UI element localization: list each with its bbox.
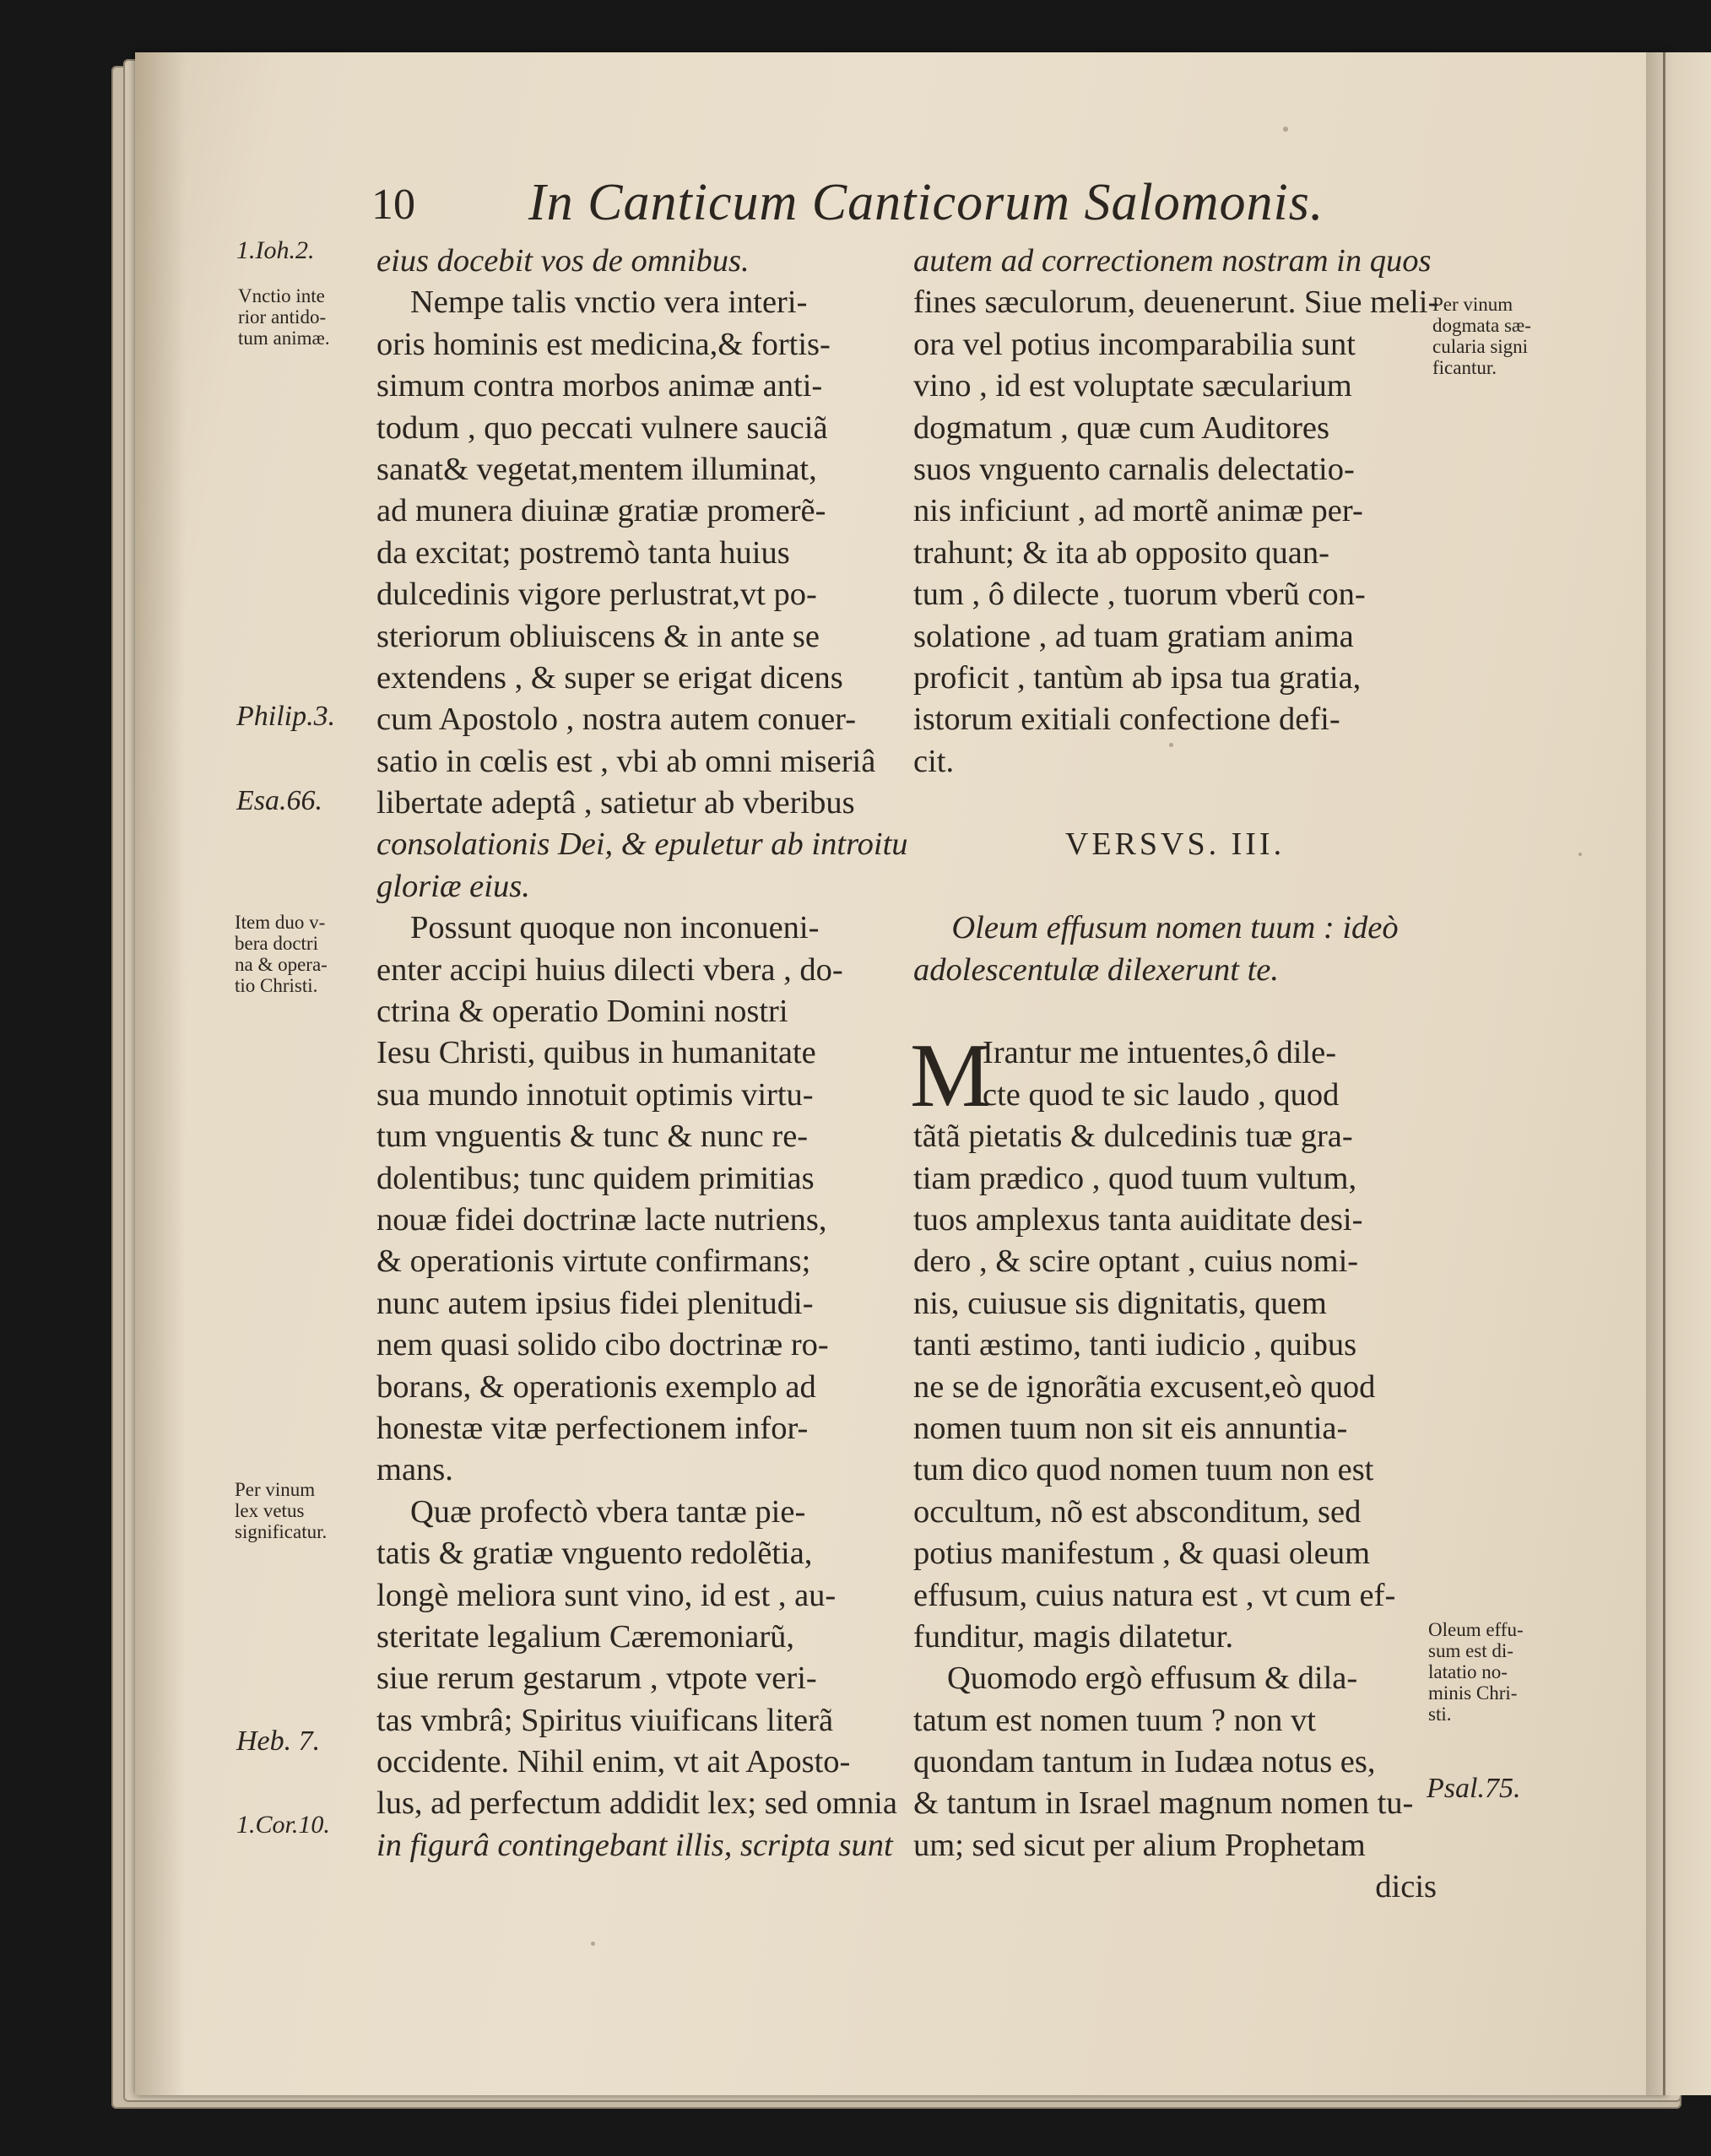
right-column-top-line: istorum exitiali confectione defi-	[913, 702, 1340, 738]
margin-ref-psal: Psal.75.	[1427, 1773, 1521, 1804]
left-column-line: steritate legalium Cæremoniarũ,	[376, 1618, 795, 1655]
margin-ref-esa: Esa.66.	[236, 785, 322, 816]
right-column-bottom-line: nomen tuum non sit eis annuntia-	[913, 1410, 1348, 1446]
page-number: 10	[371, 181, 415, 229]
left-column-line: & operationis virtute confirmans;	[376, 1243, 811, 1280]
right-column-top-line: nis inficiunt , ad mortẽ animæ per-	[913, 493, 1363, 529]
left-column-line: lus, ad perfectum addidit lex; sed omnia	[376, 1785, 897, 1822]
left-column-line: dulcedinis vigore perlustrat,vt po-	[376, 577, 817, 613]
right-column-bottom-line: ne se de ignorãtia excusent,eò quod	[913, 1368, 1376, 1405]
page-gutter-line	[1663, 52, 1665, 2095]
margin-note-item	[235, 912, 328, 996]
right-column-bottom-line: dero , & scire optant , cuius nomi-	[913, 1243, 1359, 1280]
margin-note-vinum-lex	[235, 1479, 327, 1542]
margin-note-oleum	[1428, 1619, 1524, 1725]
right-column-top-line: tum , ô dilecte , tuorum vberũ con-	[913, 577, 1366, 613]
margin-note-line: tio Christi.	[235, 975, 318, 996]
left-column-line: enter accipi huius dilecti vbera , do-	[376, 951, 843, 988]
margin-note-line: lex vetus	[235, 1500, 305, 1521]
right-column-top-line: solatione , ad tuam gratiam anima	[913, 618, 1354, 654]
verse-line-1: Oleum effusum nomen tuum : ideò	[951, 910, 1399, 946]
margin-note-line: minis Chri-	[1428, 1682, 1518, 1704]
right-column-bottom-line: quondam tantum in Iudæa notus es,	[913, 1744, 1376, 1780]
margin-note-line: ficantur.	[1432, 357, 1497, 378]
right-column-bottom-line: potius manifestum , & quasi oleum	[913, 1536, 1371, 1572]
right-column-top-line: autem ad correctionem nostram in quos	[913, 243, 1432, 279]
margin-ref-cor: 1.Cor.10.	[236, 1811, 330, 1839]
right-column-top-line: vino , id est voluptate sæcularium	[913, 368, 1352, 404]
left-column-line: Nempe talis vnctio vera interi-	[410, 284, 808, 321]
margin-note-line: dogmata sæ-	[1432, 315, 1531, 336]
left-column-line: tas vmbrâ; Spiritus viuificans literã	[376, 1702, 834, 1738]
dropcap-line-1: Irantur me intuentes,ô dile-	[983, 1035, 1337, 1071]
left-column-line: in figurâ contingebant illis, scripta sunt	[376, 1827, 893, 1863]
margin-note-line: sti.	[1428, 1704, 1452, 1725]
margin-note-line: cularia signi	[1432, 336, 1529, 357]
right-column-bottom-line: occultum, nõ est absconditum, sed	[913, 1493, 1362, 1530]
right-column-bottom-line: funditur, magis dilatetur.	[913, 1618, 1234, 1655]
left-column-line: Possunt quoque non inconueni-	[410, 910, 820, 946]
right-column-bottom-line: nis, cuiusue sis dignitatis, quem	[913, 1285, 1327, 1321]
page-header	[371, 173, 1401, 241]
margin-note-line: bera doctri	[235, 933, 318, 954]
right-text-column	[910, 241, 1439, 1909]
left-column-line: longè meliora sunt vino, id est , au-	[376, 1577, 837, 1613]
margin-note-line: Item duo v-	[235, 912, 326, 933]
paper-speck	[1578, 853, 1582, 856]
right-column-bottom-line: & tantum in Israel magnum nomen tu-	[913, 1785, 1414, 1822]
margin-note-line: Oleum effu-	[1428, 1619, 1524, 1640]
left-column-line: ctrina & operatio Domini nostri	[376, 994, 788, 1030]
left-column-line: sua mundo innotuit optimis virtu-	[376, 1076, 814, 1113]
left-column-line: libertate adeptâ , satietur ab vberibus	[376, 785, 855, 821]
margin-note-line: rior antido-	[238, 306, 327, 328]
next-page-edge	[1646, 52, 1711, 2095]
left-column-line: honestæ vitæ perfectionem infor-	[376, 1410, 809, 1446]
margin-ref-philip: Philip.3.	[236, 701, 336, 732]
margin-note-line: Per vinum	[235, 1479, 316, 1500]
dropcap-line-2: cte quod te sic laudo , quod	[983, 1076, 1340, 1113]
left-column-line: extendens , & super se erigat dicens	[376, 659, 843, 696]
running-title: In Canticum Canticorum Salomonis.	[528, 174, 1324, 231]
dropcap-letter: M	[910, 1026, 992, 1127]
paper-speck	[1169, 743, 1173, 747]
right-column-bottom-line: um; sed sicut per alium Prophetam	[913, 1827, 1366, 1863]
margin-note-line: latatio no-	[1428, 1661, 1508, 1682]
left-column-line: Iesu Christi, quibus in humanitate	[376, 1035, 816, 1071]
left-column-line: occidente. Nihil enim, vt ait Aposto-	[376, 1744, 851, 1780]
left-column-line: tatis & gratiæ vnguento redolẽtia,	[376, 1536, 813, 1572]
right-column-top-line: suos vnguento carnalis delectatio-	[913, 451, 1355, 487]
right-column-bottom-line: tãtã pietatis & dulcedinis tuæ gra-	[913, 1119, 1353, 1155]
left-column-line: da excitat; postremò tanta huius	[376, 534, 790, 571]
paper-speck	[1283, 127, 1288, 132]
spacer	[913, 866, 1437, 907]
left-column-line: ad munera diuinæ gratiæ promerẽ-	[376, 493, 826, 529]
paper-speck	[591, 1942, 595, 1946]
right-column-bottom-line: Quomodo ergò effusum & dila-	[947, 1660, 1358, 1697]
left-column-line: sanat& vegetat,mentem illuminat,	[376, 451, 817, 487]
margin-ref-heb: Heb. 7.	[236, 1725, 321, 1757]
right-column-bottom-line: effusum, cuius natura est , vt cum ef-	[913, 1577, 1396, 1613]
left-column-line: nouæ fidei doctrinæ lacte nutriens,	[376, 1201, 827, 1238]
left-column-line: steriorum obliuiscens & in ante se	[376, 618, 820, 654]
spacer	[913, 991, 1437, 1032]
right-column-bottom-line: tatum est nomen tuum ? non vt	[913, 1702, 1316, 1738]
right-column-bottom-line: tuos amplexus tanta auiditate desi-	[913, 1201, 1363, 1238]
right-column-top-line: cit.	[913, 743, 955, 779]
right-column-bottom-line: dicis	[1375, 1869, 1437, 1905]
left-column-line: satio in cœlis est , vbi ab omni miseriâ	[376, 743, 876, 779]
left-column-line: eius docebit vos de omnibus.	[376, 243, 750, 279]
left-column-line: mans.	[376, 1452, 453, 1488]
left-text-column	[376, 241, 908, 1866]
margin-note-line: tum animæ.	[238, 328, 330, 349]
right-column-bottom-line: tiam prædico , quod tuum vultum,	[913, 1160, 1357, 1196]
right-column-bottom	[913, 1116, 1437, 1908]
left-column-line: dolentibus; tunc quidem primitias	[376, 1160, 815, 1196]
left-column-line: borans, & operationis exemplo ad	[376, 1368, 816, 1405]
margin-note-line: Vnctio inte	[238, 285, 325, 306]
right-column-top-line: trahunt; & ita ab opposito quan-	[913, 534, 1329, 571]
left-column-line: oris hominis est medicina,& fortis-	[376, 326, 831, 362]
right-column-top-line: dogmatum , quæ cum Auditores	[913, 409, 1329, 446]
right-column-top	[913, 241, 1437, 783]
left-column-line: siue rerum gestarum , vtpote veri-	[376, 1660, 817, 1697]
dropcap-paragraph	[910, 1026, 1437, 1127]
spacer	[913, 783, 1437, 824]
left-column-line: cum Apostolo , nostra autem conuer-	[376, 702, 857, 738]
left-column-line: consolationis Dei, & epuletur ab introitu	[376, 826, 908, 863]
margin-note-line: na & opera-	[235, 954, 328, 975]
left-column-line: todum , quo peccati vulnere sauciã	[376, 409, 828, 446]
left-column-line: nunc autem ipsius fidei plenitudi-	[376, 1285, 814, 1321]
margin-note-line: significatur.	[235, 1521, 328, 1542]
margin-note-vnctio	[238, 285, 330, 349]
left-column-line: Quæ profectò vbera tantæ pie-	[410, 1493, 806, 1530]
right-column-bottom-line: tum dico quod nomen tuum non est	[913, 1452, 1374, 1488]
versus-heading: VERSVS. III.	[1064, 826, 1286, 863]
right-column-top-line: fines sæculorum, deuenerunt. Siue meli-	[913, 284, 1439, 321]
right-column-bottom-line: tanti æstimo, tanti iudicio , quibus	[913, 1327, 1357, 1363]
margin-note-vinum-dogmata	[1432, 294, 1531, 378]
left-column-line: gloriæ eius.	[376, 868, 530, 904]
margin-ref-ioh: 1.Ioh.2.	[236, 236, 315, 264]
left-column-line: nem quasi solido cibo doctrinæ ro-	[376, 1327, 829, 1363]
right-column-top-line: ora vel potius incomparabilia sunt	[913, 326, 1356, 362]
verse-line-2: adolescentulæ dilexerunt te.	[913, 951, 1280, 988]
left-column-line: simum contra morbos animæ anti-	[376, 368, 823, 404]
left-column-line: tum vnguentis & tunc & nunc re-	[376, 1119, 809, 1155]
right-column-top-line: proficit , tantùm ab ipsa tua gratia,	[913, 659, 1362, 696]
margin-note-line: sum est di-	[1428, 1640, 1513, 1661]
margin-note-line: Per vinum	[1432, 294, 1513, 315]
